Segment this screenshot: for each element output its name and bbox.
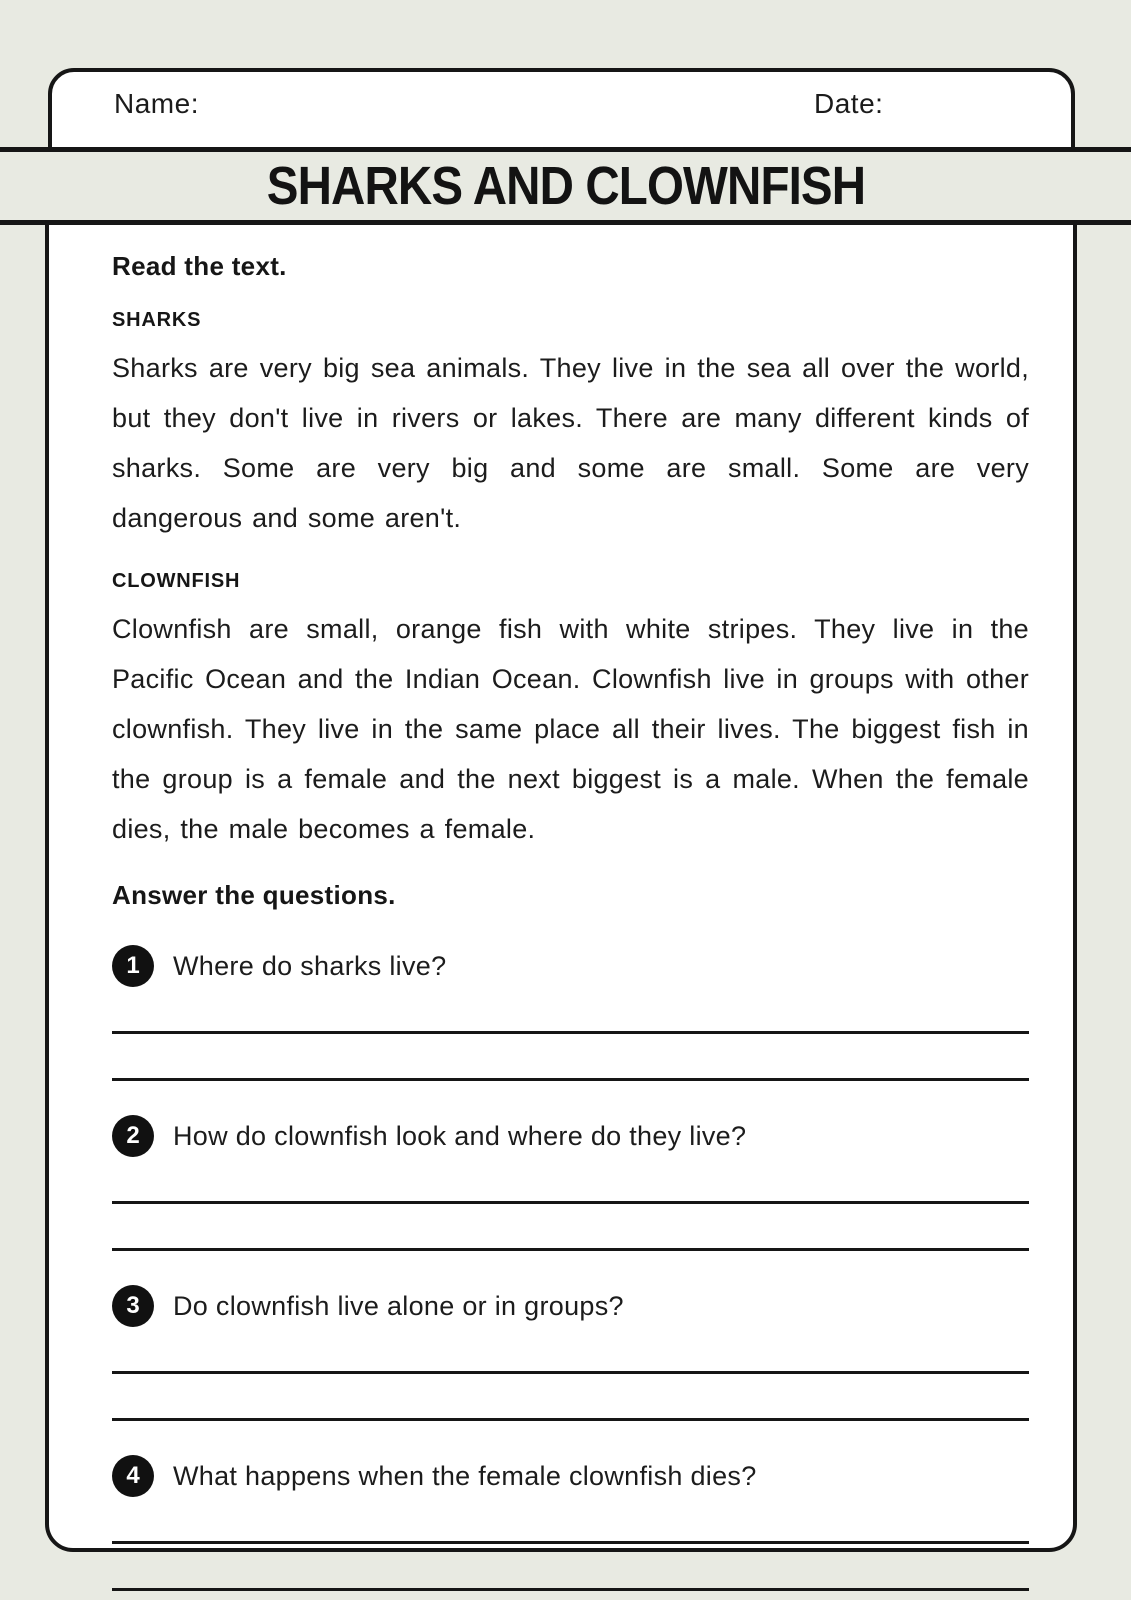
- answer-line[interactable]: [112, 1541, 1029, 1544]
- question-text: What happens when the female clownfish dies?: [173, 1460, 757, 1491]
- page-title: SHARKS AND CLOWNFISH: [266, 156, 865, 216]
- question-number-badge: 4: [112, 1455, 154, 1497]
- question-row: [112, 1285, 1029, 1327]
- title-banner: [0, 147, 1131, 225]
- question-row: [112, 1115, 1029, 1157]
- answer-line[interactable]: [112, 1031, 1029, 1034]
- answer-line[interactable]: [112, 1418, 1029, 1421]
- question-number-badge: 1: [112, 945, 154, 987]
- question-block-3: [112, 1285, 1029, 1421]
- question-block-2: [112, 1115, 1029, 1251]
- passage-body-sharks: Sharks are very big sea animals. They live in the sea all over the world, but they don't live in rivers or lakes. There are many different kinds of sharks. Some are very big and some are small. Some are very dangerous and some aren't.: [112, 353, 1029, 533]
- passage-heading-clownfish: CLOWNFISH: [112, 570, 241, 592]
- question-number-badge: 3: [112, 1285, 154, 1327]
- worksheet-body: [45, 221, 1077, 1552]
- question-text: How do clownfish look and where do they live?: [173, 1120, 747, 1151]
- question-text: Where do sharks live?: [173, 950, 447, 981]
- answer-line[interactable]: [112, 1248, 1029, 1251]
- passage-heading-sharks: SHARKS: [112, 309, 202, 331]
- answer-line[interactable]: [112, 1371, 1029, 1374]
- date-label: Date:: [814, 88, 884, 119]
- read-instruction: Read the text.: [112, 251, 287, 281]
- question-text: Do clownfish live alone or in groups?: [173, 1290, 624, 1321]
- question-row: [112, 1455, 1029, 1497]
- answer-instruction: Answer the questions.: [112, 880, 396, 910]
- passage-section-clownfish: [112, 570, 1029, 854]
- name-label: Name:: [114, 88, 199, 119]
- passage-body-clownfish: Clownfish are small, orange fish with white stripes. They live in the Pacific Ocean and the Indian Ocean. Clownfish live in groups with other clownfish. They live in the same place all their lives. The biggest fish in the group is a female and the next biggest is a male. When the female dies, the male becomes a female.: [112, 614, 1029, 844]
- answer-line[interactable]: [112, 1201, 1029, 1204]
- question-number-badge: 2: [112, 1115, 154, 1157]
- answer-line[interactable]: [112, 1078, 1029, 1081]
- answer-line[interactable]: [112, 1588, 1029, 1591]
- question-row: [112, 945, 1029, 987]
- question-block-1: [112, 945, 1029, 1081]
- question-block-4: [112, 1455, 1029, 1591]
- passage-section-sharks: [112, 309, 1029, 543]
